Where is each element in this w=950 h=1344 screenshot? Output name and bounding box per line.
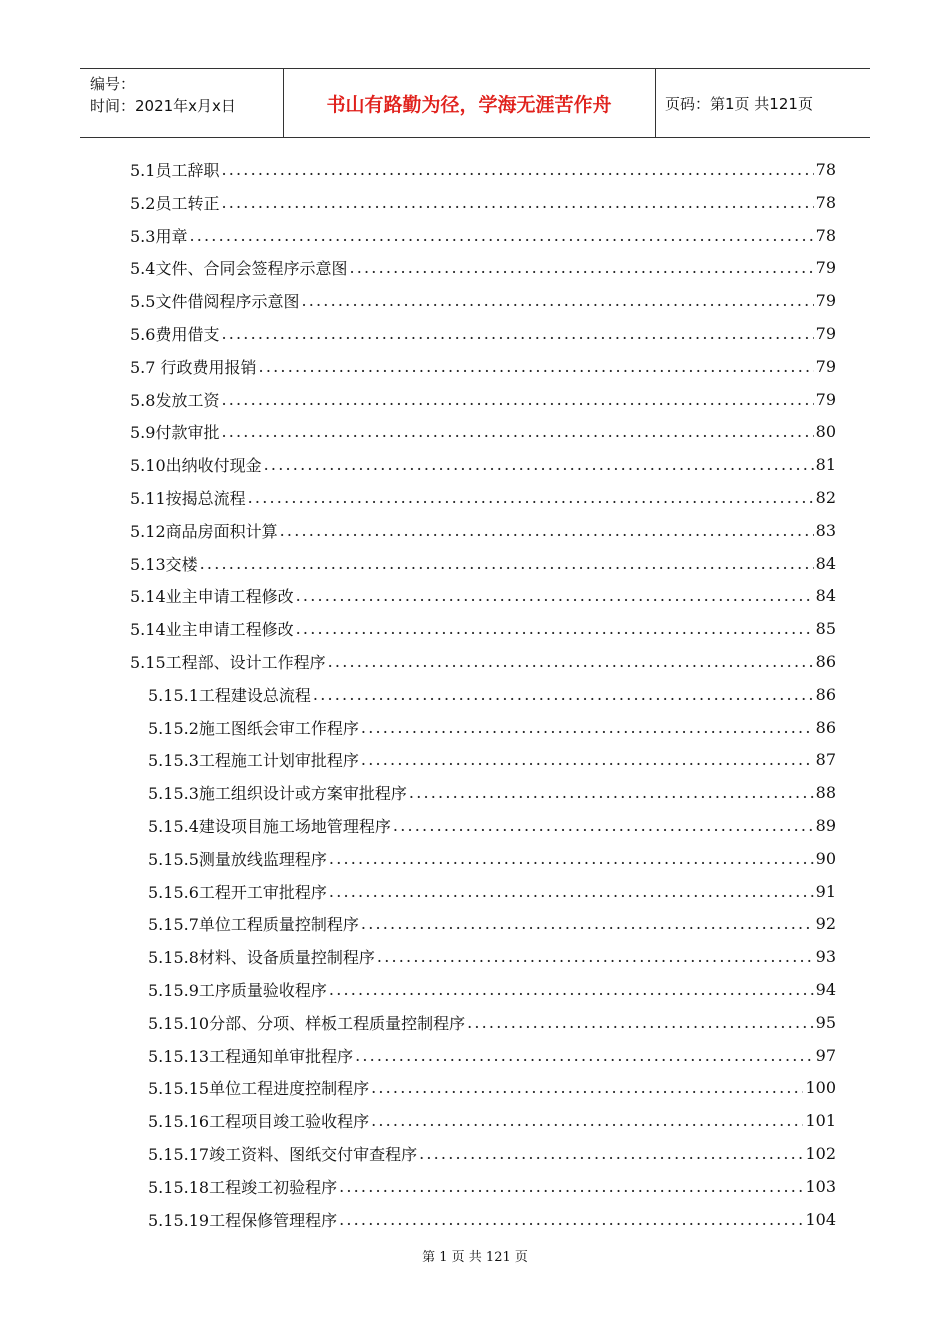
toc-entry-page-number: 104: [805, 1209, 836, 1229]
toc-entry-title: 5.15.4建设项目施工场地管理程序: [148, 817, 391, 836]
toc-leader-dots: [313, 685, 814, 704]
toc-entry[interactable]: [130, 219, 836, 252]
toc-entry-page-number: 90: [815, 848, 836, 868]
toc-entry-page-number: 79: [815, 356, 836, 376]
header-divider: [655, 69, 656, 137]
toc-entry[interactable]: [130, 448, 836, 481]
toc-entry-title: 5.8发放工资: [130, 390, 220, 410]
toc-entry-title: 5.12商品房面积计算: [130, 521, 278, 541]
toc-entry-title: 5.14业主申请工程修改: [130, 587, 294, 607]
toc-leader-dots: [221, 160, 813, 179]
toc-entry-page-number: 78: [815, 192, 836, 212]
toc-entry[interactable]: [148, 907, 836, 940]
toc-entry-title: 5.15.3工程施工计划审批程序: [148, 751, 359, 771]
toc-entry[interactable]: [130, 547, 836, 580]
toc-entry-title: 5.4文件、合同会签程序示意图: [130, 259, 348, 279]
toc-entry[interactable]: [130, 284, 836, 317]
header-motto: 书山有路勤为径，学海无涯苦作舟: [326, 93, 612, 116]
toc-leader-dots: [221, 422, 813, 441]
toc-entry-page-number: 86: [815, 684, 836, 704]
page-footer: 第 1 页 共 121 页: [422, 1250, 528, 1265]
toc-entry[interactable]: [130, 317, 836, 350]
toc-leader-dots: [189, 226, 813, 245]
toc-entry-title: 5.15.17竣工资料、图纸交付审查程序: [148, 1145, 418, 1164]
toc-entry-page-number: 92: [815, 914, 836, 934]
toc-entry[interactable]: [130, 612, 836, 645]
header-page-info: 页码：第1页 共121页: [665, 94, 813, 113]
toc-entry-page-number: 95: [815, 1012, 836, 1032]
toc-leader-dots: [221, 193, 813, 212]
toc-leader-dots: [339, 1177, 803, 1196]
toc-entry[interactable]: [130, 251, 836, 284]
toc-entry-page-number: 79: [815, 324, 836, 343]
toc-leader-dots: [259, 357, 814, 376]
document-number-label: 编号：: [90, 75, 136, 93]
toc-leader-dots: [301, 291, 813, 310]
toc-entry-page-number: 85: [815, 619, 836, 639]
toc-leader-dots: [296, 619, 814, 638]
toc-entry[interactable]: [148, 940, 836, 973]
toc-entry-title: 5.15.15单位工程进度控制程序: [148, 1079, 370, 1099]
toc-leader-dots: [328, 652, 814, 671]
toc-entry-title: 5.1员工辞职: [130, 161, 220, 180]
toc-entry-page-number: 89: [815, 816, 836, 835]
toc-entry-page-number: 83: [815, 520, 836, 540]
toc-entry-title: 5.5文件借阅程序示意图: [130, 292, 300, 312]
toc-entry[interactable]: [148, 1203, 836, 1236]
toc-entry[interactable]: [148, 1137, 836, 1170]
toc-entry-page-number: 86: [815, 652, 836, 671]
toc-entry-title: 5.15工程部、设计工作程序: [130, 653, 326, 672]
toc-entry-page-number: 81: [815, 455, 836, 475]
toc-leader-dots: [329, 980, 814, 999]
toc-entry[interactable]: [148, 776, 836, 809]
toc-entry[interactable]: [148, 973, 836, 1006]
toc-entry-title: 5.15.3施工组织设计或方案审批程序: [148, 784, 407, 804]
toc-entry-page-number: 84: [815, 586, 836, 606]
toc-entry-page-number: 82: [815, 488, 836, 507]
toc-entry-title: 5.15.6工程开工审批程序: [148, 882, 327, 902]
toc-leader-dots: [355, 1046, 814, 1065]
toc-entry[interactable]: [148, 711, 836, 744]
toc-entry-title: 5.15.18工程竣工初验程序: [148, 1177, 338, 1197]
toc-entry[interactable]: [148, 1104, 836, 1137]
toc-leader-dots: [467, 1013, 814, 1032]
toc-entry-page-number: 84: [815, 553, 836, 573]
toc-entry-title: 5.15.2施工图纸会审工作程序: [148, 718, 359, 738]
toc-entry-page-number: 79: [815, 389, 836, 409]
toc-entry-title: 5.15.19工程保修管理程序: [148, 1210, 338, 1230]
header-meta: [90, 73, 236, 117]
toc-entry-page-number: 93: [815, 947, 836, 967]
toc-leader-dots: [221, 390, 813, 409]
toc-entry-page-number: 91: [815, 881, 836, 901]
toc-entry-page-number: 94: [815, 980, 836, 999]
toc-leader-dots: [393, 816, 814, 835]
toc-entry-page-number: 78: [815, 225, 836, 245]
toc-entry[interactable]: [148, 1170, 836, 1203]
toc-entry[interactable]: [130, 514, 836, 547]
toc-entry-title: 5.15.9工序质量验收程序: [148, 981, 327, 1000]
toc-leader-dots: [409, 783, 814, 802]
toc-entry-title: 5.2员工转正: [130, 193, 220, 213]
toc-entry-page-number: 86: [815, 717, 836, 737]
toc-leader-dots: [248, 488, 814, 507]
toc-leader-dots: [377, 947, 814, 966]
toc-leader-dots: [371, 1111, 803, 1130]
toc-entry[interactable]: [130, 415, 836, 448]
toc-leader-dots: [371, 1078, 803, 1097]
toc-entry-page-number: 100: [805, 1078, 836, 1098]
toc-entry-page-number: 80: [815, 422, 836, 442]
toc-entry[interactable]: [148, 1071, 836, 1104]
toc-entry-title: 5.13交楼: [130, 554, 198, 574]
toc-leader-dots: [349, 258, 813, 277]
toc-entry-title: 5.15.13工程通知单审批程序: [148, 1046, 354, 1066]
toc-leader-dots: [329, 882, 814, 901]
toc-entry-page-number: 78: [815, 160, 836, 179]
toc-entry-title: 5.15.7单位工程质量控制程序: [148, 915, 359, 935]
toc-entry-title: 5.15.10分部、分项、样板工程质量控制程序: [148, 1013, 466, 1033]
toc-entry-page-number: 88: [815, 783, 836, 803]
toc-entry[interactable]: [148, 842, 836, 875]
toc-leader-dots: [200, 554, 814, 573]
toc-entry-title: 5.11按揭总流程: [130, 489, 246, 508]
toc-entry-page-number: 97: [815, 1045, 836, 1065]
toc-entry-page-number: 103: [805, 1176, 836, 1196]
toc-entry-title: 5.15.5测量放线监理程序: [148, 849, 327, 869]
toc-leader-dots: [361, 718, 814, 737]
toc-entry[interactable]: [130, 186, 836, 219]
toc-entry-page-number: 101: [805, 1111, 836, 1131]
page-header: [80, 68, 870, 138]
toc-entry-title: 5.3用章: [130, 226, 188, 246]
toc-leader-dots: [280, 521, 814, 540]
toc-entry[interactable]: [130, 579, 836, 612]
toc-entry-title: 5.9付款审批: [130, 423, 220, 443]
toc-entry[interactable]: [130, 645, 836, 678]
toc-entry-page-number: 102: [805, 1144, 836, 1163]
toc-entry[interactable]: [148, 1039, 836, 1072]
toc-leader-dots: [361, 914, 814, 933]
toc-entry-title: 5.6费用借支: [130, 325, 220, 344]
toc-entry[interactable]: [130, 481, 836, 514]
toc-leader-dots: [419, 1144, 803, 1163]
toc-leader-dots: [221, 324, 813, 343]
toc-leader-dots: [329, 849, 814, 868]
toc-entry[interactable]: [148, 809, 836, 842]
toc-entry-title: 5.15.1工程建设总流程: [148, 685, 311, 705]
toc-entry-page-number: 79: [815, 258, 836, 278]
toc-leader-dots: [361, 750, 814, 769]
toc-entry[interactable]: [148, 678, 836, 711]
toc-entry[interactable]: [130, 350, 836, 383]
document-date: 时间：2021年x月x日: [90, 97, 236, 115]
toc-entry[interactable]: [148, 1006, 836, 1039]
toc-entry[interactable]: [130, 383, 836, 416]
toc-entry-title: 5.10出纳收付现金: [130, 456, 262, 476]
toc-entry-title: 5.7 行政费用报销: [130, 357, 257, 377]
toc-entry-title: 5.15.8材料、设备质量控制程序: [148, 948, 375, 968]
toc-leader-dots: [339, 1210, 803, 1229]
toc-entry[interactable]: [130, 153, 836, 186]
toc-leader-dots: [264, 455, 814, 474]
toc-entry[interactable]: [148, 743, 836, 776]
toc-entry-page-number: 79: [815, 291, 836, 311]
toc-leader-dots: [296, 586, 814, 605]
toc-entry-title: 5.15.16工程项目竣工验收程序: [148, 1112, 370, 1132]
toc-entry-title: 5.14业主申请工程修改: [130, 620, 294, 640]
toc-entry-page-number: 87: [815, 750, 836, 770]
toc-entry[interactable]: [148, 875, 836, 908]
